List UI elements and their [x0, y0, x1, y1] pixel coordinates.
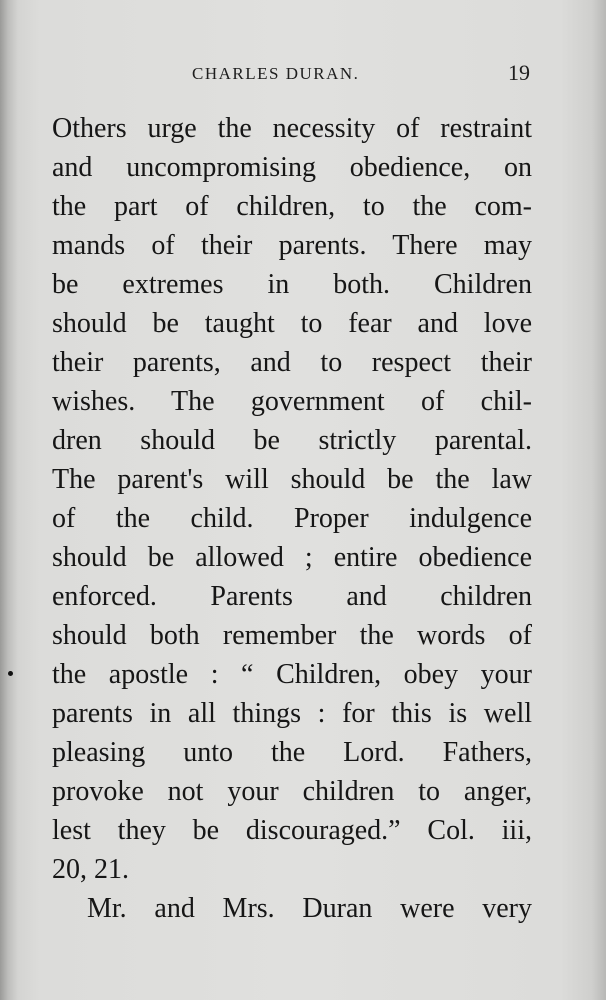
body-text	[52, 109, 532, 928]
text-line: wishes. The government of chil-	[52, 386, 532, 417]
page-header	[52, 60, 530, 90]
text-line: mands of their parents. There may	[52, 230, 532, 261]
text-line: dren should be strictly parental.	[52, 425, 532, 456]
running-head: CHARLES DURAN.	[192, 64, 360, 83]
text-line: Others urge the necessity of restraint	[52, 113, 532, 144]
text-line: and uncompromising obedience, on	[52, 152, 532, 183]
text-line: should both remember the words of	[52, 620, 532, 651]
text-line: The parent's will should be the law	[52, 464, 532, 495]
paragraph-start-line: Mr. and Mrs. Duran were very	[87, 893, 532, 924]
text-line: parents in all things : for this is well	[52, 698, 532, 729]
text-line: should be allowed ; entire obedience	[52, 542, 532, 573]
page-number: 19	[508, 60, 530, 85]
text-line: pleasing unto the Lord. Fathers,	[52, 737, 532, 768]
text-line: the apostle : “ Children, obey your	[52, 659, 532, 690]
text-line: should be taught to fear and love	[52, 308, 532, 339]
text-line: lest they be discouraged.” Col. iii,	[52, 815, 532, 846]
text-line: their parents, and to respect their	[52, 347, 532, 378]
text-line: enforced. Parents and children	[52, 581, 532, 612]
text-line: be extremes in both. Children	[52, 269, 532, 300]
text-line: the part of children, to the com-	[52, 191, 532, 222]
margin-ink-spot	[8, 671, 13, 676]
text-line: provoke not your children to anger,	[52, 776, 532, 807]
text-line: of the child. Proper indulgence	[52, 503, 532, 534]
text-line-last-of-paragraph: 20, 21.	[52, 854, 129, 885]
